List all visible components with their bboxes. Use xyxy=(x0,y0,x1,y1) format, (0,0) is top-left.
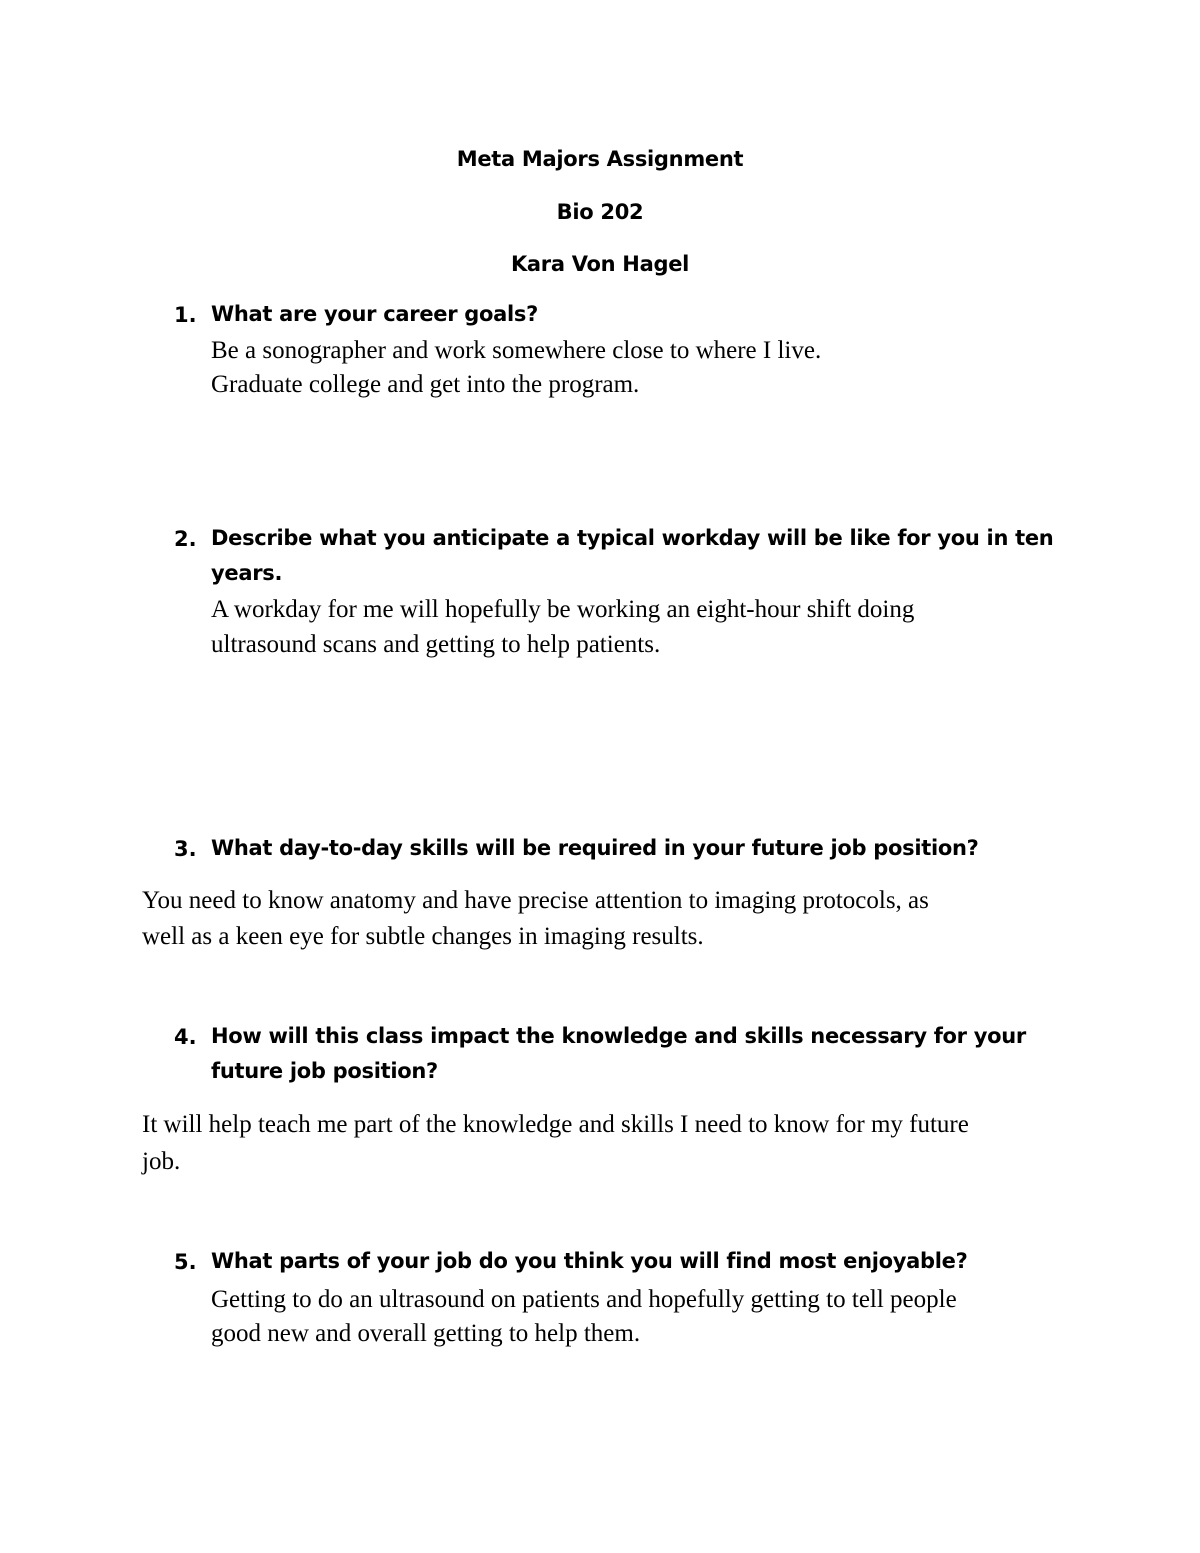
document-title: Meta Majors Assignment xyxy=(456,147,744,171)
question-number: 2. xyxy=(174,527,197,551)
question-number: 3. xyxy=(174,837,197,861)
answer-line: ultrasound scans and getting to help patients. xyxy=(211,631,661,658)
question-number: 5. xyxy=(174,1250,197,1274)
answer-line: well as a keen eye for subtle changes in imaging results. xyxy=(142,923,704,950)
answer-line: It will help teach me part of the knowledge and skills I need to know for my future xyxy=(142,1111,969,1138)
answer-line: Graduate college and get into the program. xyxy=(211,371,640,398)
answer-line: You need to know anatomy and have precise attention to imaging protocols, as xyxy=(142,887,929,914)
question-number: 4. xyxy=(174,1025,197,1049)
question-text: What are your career goals? xyxy=(211,302,538,326)
answer-line: Be a sonographer and work somewhere close to where I live. xyxy=(211,337,822,364)
answer-line: good new and overall getting to help them. xyxy=(211,1320,641,1347)
answer-line: job. xyxy=(142,1148,181,1175)
question-text: Describe what you anticipate a typical workday will be like for you in ten years. xyxy=(211,526,1054,585)
question-text: How will this class impact the knowledge and skills necessary for your future job position? xyxy=(211,1024,1026,1083)
answer-line: A workday for me will hopefully be working an eight-hour shift doing xyxy=(211,596,915,623)
question-text: What day-to-day skills will be required in your future job position? xyxy=(211,836,979,860)
question-number: 1. xyxy=(174,303,197,327)
author-name: Kara Von Hagel xyxy=(510,252,690,276)
course-name: Bio 202 xyxy=(556,200,644,224)
question-text: What parts of your job do you think you will find most enjoyable? xyxy=(211,1249,968,1273)
answer-line: Getting to do an ultrasound on patients and hopefully getting to tell people xyxy=(211,1286,957,1313)
